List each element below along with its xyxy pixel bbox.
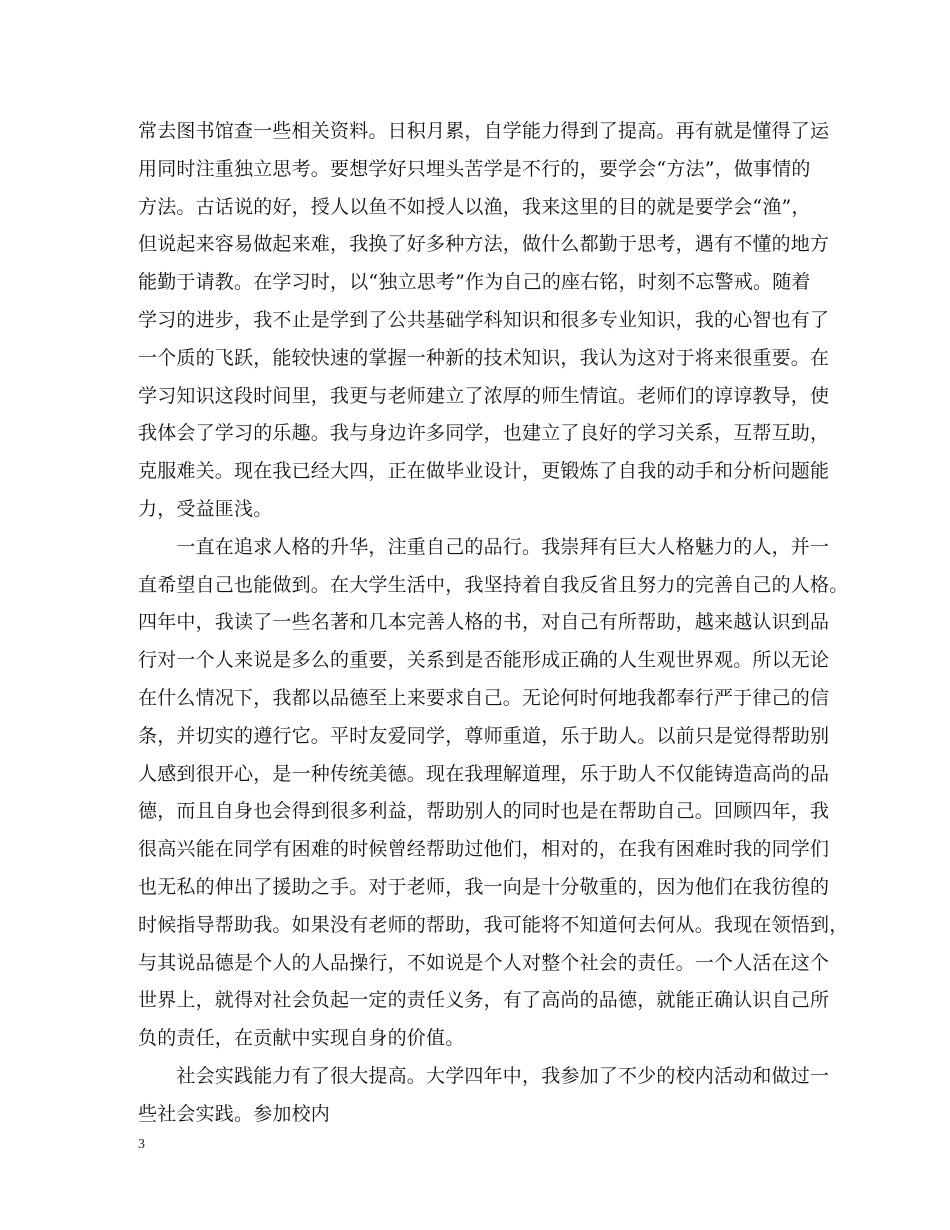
text-line: 学习的进步，我不止是学到了公共基础学科知识和很多专业知识，我的心智也有了 [138, 308, 830, 331]
text-line: 负的责任，在贡献中实现自身的价值。 [138, 1027, 465, 1050]
text-line: 直希望自己也能做到。在大学生活中，我坚持着自我反省且努力的完善自己的人格。 [138, 573, 849, 596]
text-line: 很高兴能在同学有困难的时候曾经帮助过他们，相对的，在我有困难时我的同学们 [138, 838, 830, 861]
text-line: 我体会了学习的乐趣。我与身边许多同学，也建立了良好的学习关系，互帮互助， [138, 422, 830, 445]
text-line: 学习知识这段时间里，我更与老师建立了浓厚的师生情谊。老师们的谆谆教导，使 [138, 384, 830, 407]
text-line: 但说起来容易做起来难，我换了好多种方法，做什么都勤于思考，遇有不懂的地方 [138, 233, 830, 256]
text-line: 行对一个人来说是多么的重要，关系到是否能形成正确的人生观世界观。所以无论 [138, 649, 830, 672]
text-line: 条，并切实的遵行它。平时友爱同学，尊师重道，乐于助人。以前只是觉得帮助别 [138, 724, 830, 747]
text-line: 克服难关。现在我已经大四，正在做毕业设计，更锻炼了自我的动手和分析问题能 [138, 460, 830, 483]
text-line: 世界上，就得对社会负起一定的责任义务，有了高尚的品德，就能正确认识自己所 [138, 989, 830, 1012]
text-line: 方法。古话说的好，授人以鱼不如授人以渔，我来这里的目的就是要学会“渔”， [138, 195, 811, 218]
text-line: 力，受益匪浅。 [138, 497, 273, 520]
text-line: 在什么情况下，我都以品德至上来要求自己。无论何时何地我都奉行严于律己的信 [138, 686, 830, 709]
body-text [138, 113, 849, 1134]
text-line: 社会实践能力有了很大提高。大学四年中，我参加了不少的校内活动和做过一 [138, 1064, 830, 1087]
text-line: 一直在追求人格的升华，注重自己的品行。我崇拜有巨大人格魅力的人，并一 [138, 535, 830, 558]
text-line: 时候指导帮助我。如果没有老师的帮助，我可能将不知道何去何从。我现在领悟到， [138, 913, 849, 936]
text-line: 人感到很开心，是一种传统美德。现在我理解道理，乐于助人不仅能铸造高尚的品 [138, 762, 830, 785]
text-line: 一个质的飞跃，能较快速的掌握一种新的技术知识，我认为这对于将来很重要。在 [138, 346, 830, 369]
text-line: 与其说品德是个人的人品操行，不如说是个人对整个社会的责任。一个人活在这个 [138, 951, 830, 974]
text-line: 能勤于请教。在学习时，以“独立思考”作为自己的座右铭，时刻不忘警戒。随着 [138, 271, 811, 294]
text-line: 常去图书馆查一些相关资料。日积月累，自学能力得到了提高。再有就是懂得了运 [138, 120, 830, 142]
text-line: 也无私的伸出了援助之手。对于老师，我一向是十分敬重的，因为他们在我彷徨的 [138, 875, 830, 898]
text-line: 德，而且自身也会得到很多利益，帮助别人的同时也是在帮助自己。回顾四年，我 [138, 800, 830, 823]
text-line: 四年中，我读了一些名著和几本完善人格的书，对自己有所帮助，越来越认识到品 [138, 611, 830, 634]
page-number: 3 [138, 1137, 145, 1152]
text-line: 用同时注重独立思考。要想学好只埋头苦学是不行的，要学会“方法”，做事情的 [138, 157, 811, 180]
text-line: 些社会实践。参加校内 [138, 1102, 331, 1125]
